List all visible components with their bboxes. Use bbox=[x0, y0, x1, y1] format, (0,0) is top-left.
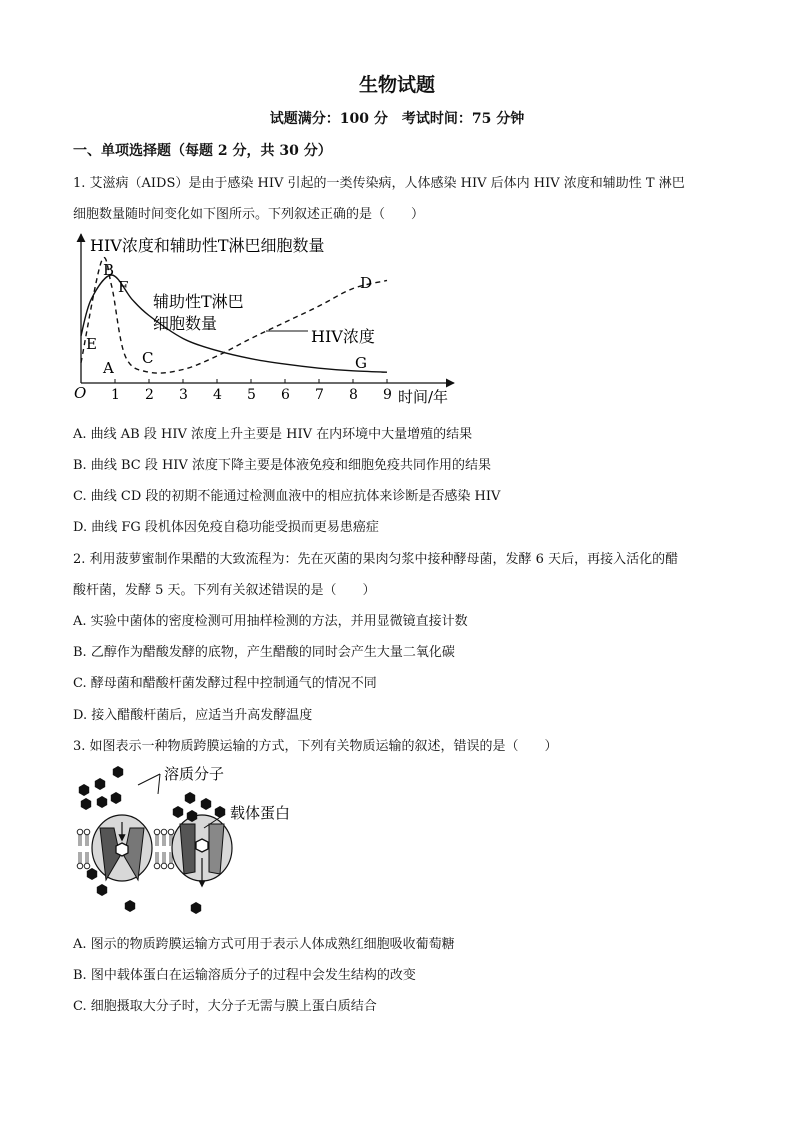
lipid-tail bbox=[86, 852, 88, 863]
lipid-head bbox=[154, 829, 160, 835]
bound-solute-molecule bbox=[116, 843, 128, 856]
question-3-option-c: C. 细胞摄取大分子时，大分子无需与膜上蛋白质结合 bbox=[73, 999, 377, 1014]
lipid-head bbox=[168, 863, 174, 869]
solute-molecule bbox=[81, 798, 91, 810]
x-axis-label: 时间/年 bbox=[398, 388, 449, 406]
x-tick-label: 1 bbox=[111, 387, 120, 403]
hiv-chart bbox=[68, 230, 488, 410]
x-tick-label: 7 bbox=[315, 387, 324, 403]
x-tick-label: 6 bbox=[281, 387, 290, 403]
solute-molecule bbox=[191, 902, 201, 914]
solute-molecule bbox=[185, 792, 195, 804]
lipid-tail bbox=[156, 835, 158, 846]
series-hiv-label: HIV浓度 bbox=[311, 327, 375, 346]
solute-label: 溶质分子 bbox=[164, 765, 225, 783]
point-label-a: A bbox=[103, 359, 114, 377]
solute-molecule bbox=[97, 796, 107, 808]
solute-molecule bbox=[113, 766, 123, 778]
question-3-stem: 3. 如图表示一种物质跨膜运输的方式，下列有关物质运输的叙述，错误的是（ ） bbox=[73, 739, 558, 754]
solute-molecule bbox=[201, 798, 211, 810]
series-t-cell-label-1: 辅助性T淋巴 bbox=[153, 292, 244, 311]
carrier-protein-1 bbox=[92, 815, 152, 881]
released-solute-site bbox=[196, 839, 208, 852]
question-3-option-b: B. 图中载体蛋白在运输溶质分子的过程中会发生结构的改变 bbox=[73, 968, 416, 983]
x-tick-label: 2 bbox=[145, 387, 154, 403]
question-2-stem-line-1: 2. 利用菠萝蜜制作果醋的大致流程为：先在灭菌的果肉匀浆中接种酵母菌，发酵 6 天后，再接入活化的醋 bbox=[73, 552, 679, 567]
solute-molecule bbox=[215, 806, 225, 818]
lipid-head bbox=[77, 863, 83, 869]
series-t-cell-label-2: 细胞数量 bbox=[153, 314, 218, 333]
lipid-tail bbox=[79, 835, 81, 846]
lipid-head bbox=[168, 829, 174, 835]
section-heading: 一、单项选择题（每题 2 分，共 30 分） bbox=[73, 143, 332, 159]
solute-molecule bbox=[125, 900, 135, 912]
question-1-option-c: C. 曲线 CD 段的初期不能通过检测血液中的相应抗体来诊断是否感染 HIV bbox=[73, 489, 501, 504]
solute-molecule bbox=[79, 784, 89, 796]
question-1-option-a: A. 曲线 AB 段 HIV 浓度上升主要是 HIV 在内环境中大量增殖的结果 bbox=[73, 427, 473, 442]
question-2-option-a: A. 实验中菌体的密度检测可用抽样检测的方法，并用显微镜直接计数 bbox=[73, 614, 468, 629]
page-title: 生物试题 bbox=[358, 74, 435, 96]
x-tick-label: 8 bbox=[349, 387, 358, 403]
x-tick-label: 4 bbox=[213, 387, 222, 403]
lipid-head bbox=[84, 863, 90, 869]
question-2-option-d: D. 接入醋酸杆菌后，应适当升高发酵温度 bbox=[73, 708, 313, 723]
x-tick-label: 5 bbox=[247, 387, 256, 403]
question-3-option-a: A. 图示的物质跨膜运输方式可用于表示人体成熟红细胞吸收葡萄糖 bbox=[73, 937, 455, 952]
solute-molecule bbox=[87, 868, 97, 880]
point-label-d: D bbox=[360, 274, 373, 292]
exam-info: 试题满分：100 分 考试时间：75 分钟 bbox=[269, 111, 525, 127]
question-2-option-b: B. 乙醇作为醋酸发酵的底物，产生醋酸的同时会产生大量二氧化碳 bbox=[73, 645, 455, 660]
solute-molecule bbox=[95, 778, 105, 790]
lipid-tail bbox=[156, 852, 158, 863]
solute-molecule bbox=[111, 792, 121, 804]
question-2-option-c: C. 酵母菌和醋酸杆菌发酵过程中控制通气的情况不同 bbox=[73, 676, 377, 691]
question-2-stem-line-2: 酸杆菌，发酵 5 天。下列有关叙述错误的是（ ） bbox=[73, 583, 376, 598]
x-tick-label: 9 bbox=[383, 387, 392, 403]
point-label-f: F bbox=[118, 278, 129, 296]
series-hiv-line bbox=[81, 258, 387, 374]
lipid-tail bbox=[170, 852, 172, 863]
point-label-e: E bbox=[86, 335, 97, 353]
solute-molecule bbox=[173, 806, 183, 818]
membrane-transport-figure bbox=[72, 762, 332, 922]
origin-label: O bbox=[74, 384, 87, 402]
carrier-protein-2 bbox=[172, 815, 232, 886]
lipid-head bbox=[84, 829, 90, 835]
lipid-head bbox=[154, 863, 160, 869]
solute-molecule bbox=[97, 884, 107, 896]
lipid-tail bbox=[79, 852, 81, 863]
solute-label-leader-1 bbox=[138, 774, 160, 785]
lipid-tail bbox=[86, 835, 88, 846]
question-1-option-b: B. 曲线 BC 段 HIV 浓度下降主要是体液免疫和细胞免疫共同作用的结果 bbox=[73, 458, 491, 473]
carrier-label: 载体蛋白 bbox=[230, 804, 291, 822]
question-1-stem-line-2: 细胞数量随时间变化如下图所示。下列叙述正确的是（ ） bbox=[73, 207, 425, 222]
point-label-c: C bbox=[142, 349, 154, 367]
question-1-option-d: D. 曲线 FG 段机体因免疫自稳功能受损而更易患癌症 bbox=[73, 520, 379, 535]
x-tick-label: 3 bbox=[179, 387, 188, 403]
solute-label-leader-2 bbox=[158, 774, 160, 794]
lipid-head bbox=[161, 829, 167, 835]
lipid-head bbox=[161, 863, 167, 869]
lipid-head bbox=[77, 829, 83, 835]
lipid-tail bbox=[163, 835, 165, 846]
question-1-stem-line-1: 1. 艾滋病（AIDS）是由于感染 HIV 引起的一类传染病，人体感染 HIV 后体内 HIV 浓度和辅助性 T 淋巴 bbox=[73, 176, 685, 191]
point-label-b: B bbox=[103, 261, 115, 279]
y-axis-label: HIV浓度和辅助性T淋巴细胞数量 bbox=[90, 236, 325, 255]
lipid-tail bbox=[163, 852, 165, 863]
point-label-g: G bbox=[355, 354, 367, 372]
